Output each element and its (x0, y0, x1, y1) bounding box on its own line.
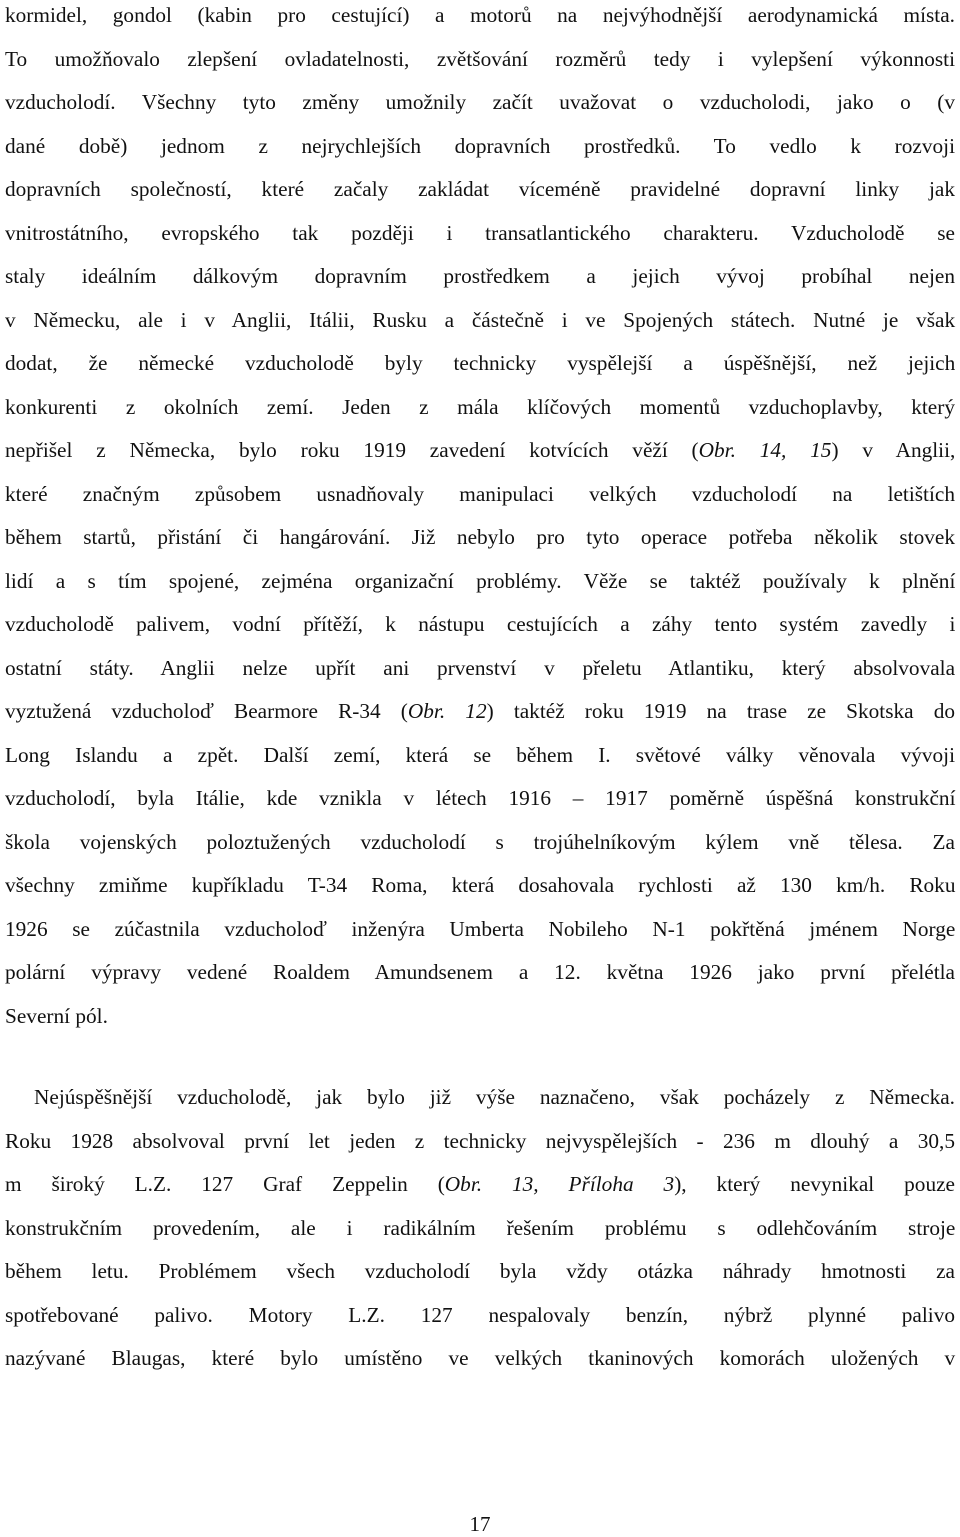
text-line: kormidel, gondol (kabin pro cestující) a motorů na nejvýhodnější aerodynamická místa. (5, 3, 955, 27)
text-line: polární výpravy vedené Roaldem Amundsenem a 12. května 1926 jako první přelétla (5, 960, 955, 984)
text-line: vyztužená vzducholoď Bearmore R-34 (Obr. 12) taktéž roku 1919 na trase ze Skotska do (5, 699, 956, 723)
text-line: v Německu, ale i v Anglii, Itálii, Rusku a částečně i ve Spojených státech. Nutné je však (5, 307, 956, 332)
text-line: vnitrostátního, evropského tak později i transatlantického charakteru. Vzducholodě se (5, 220, 955, 245)
text-line: vzducholodí. Všechny tyto změny umožnily začít uvažovat o vzducholodi, jako o (v (5, 90, 956, 114)
text-line: všechny zmiňme kupříkladu T-34 Roma, která dosahovala rychlosti až 130 km/h. Roku (5, 873, 956, 897)
text-line: které značným způsobem usnadňovaly manipulaci velkých vzducholodí na letištích (5, 481, 955, 506)
text-line: nepřišel z Německa, bylo roku 1919 zavedení kotvících věží (Obr. 14, 15) v Anglii, (5, 438, 956, 462)
paragraph-airship-history (5, 0, 955, 1038)
text-line: dopravních společností, které začaly zakládat víceméně pravidelné dopravní linky jak (5, 177, 955, 201)
text-line: 1926 se zúčastnila vzducholoď inženýra Umberta Nobileho N-1 pokřtěná jménem Norge (5, 916, 956, 941)
text-line: Nejúspěšnější vzducholodě, jak bylo již výše naznačeno, však pocházely z Německa. (34, 1085, 955, 1109)
text-line: škola vojenských poloztužených vzducholodí s trojúhelníkovým kýlem vně tělesa. Za (5, 829, 955, 854)
text-line: Roku 1928 absolvoval první let jeden z technicky nejvyspělejších - 236 m dlouhý a 30,5 (5, 1128, 955, 1153)
paragraph-zeppelin (5, 1076, 955, 1381)
text-line: dodat, že německé vzducholodě byly technicky vyspělejší a úspěšnější, než jejich (5, 351, 956, 375)
text-line: To umožňovalo zlepšení ovladatelnosti, zvětšování rozměrů tedy i vylepšení výkonnosti (5, 46, 955, 71)
text-line: dané době) jednom z nejrychlejších dopravních prostředků. To vedlo k rozvoji (5, 133, 956, 158)
text-line: nazývané Blaugas, které bylo umístěno ve velkých tkaninových komorách uložených v (5, 1346, 956, 1370)
text-line: m široký L.Z. 127 Graf Zeppelin (Obr. 13, Příloha 3), který nevynikal pouze (5, 1172, 956, 1196)
text-line: konstrukčním provedením, ale i radikálním řešením problému s odlehčováním stroje (5, 1215, 956, 1240)
text-line: Severní pól. (5, 1003, 108, 1028)
text-line: staly ideálním dálkovým dopravním prostředkem a jejich vývoj probíhal nejen (5, 264, 955, 288)
text-line: ostatní státy. Anglii nelze upřít ani prvenství v přeletu Atlantiku, který absolvovala (5, 655, 956, 680)
text-line: spotřebované palivo. Motory L.Z. 127 nespalovaly benzín, nýbrž plynné palivo (5, 1302, 956, 1327)
text-line: během letu. Problémem všech vzducholodí byla vždy otázka náhrady hmotnosti za (5, 1259, 955, 1283)
text-line: Long Islandu a zpět. Další zemí, která se během I. světové války věnovala vývoji (5, 742, 955, 767)
text-line: konkurenti z okolních zemí. Jeden z mála klíčových momentů vzduchoplavby, který (5, 394, 955, 419)
text-line: vzducholodí, byla Itálie, kde vznikla v létech 1916 – 1917 poměrně úspěšná konstrukční (5, 786, 956, 810)
text-line: lidí a s tím spojené, zejména organizační problémy. Věže se taktéž používaly k plnění (5, 568, 956, 593)
page-number: 17 (469, 1512, 491, 1536)
text-line: během startů, přistání či hangárování. Již nebylo pro tyto operace potřeba několik stovek (5, 525, 955, 549)
text-line: vzducholodě palivem, vodní přítěží, k nástupu cestujících a záhy tento systém zavedly i (5, 612, 956, 636)
